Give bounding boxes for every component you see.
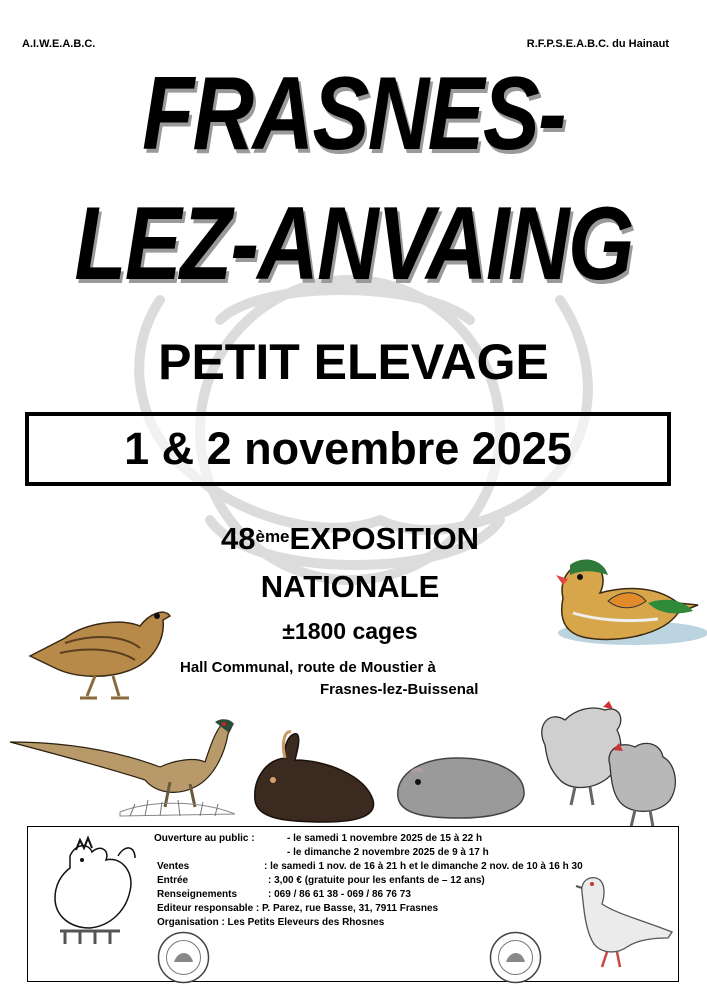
contact-label: Renseignements xyxy=(157,889,238,900)
exposition-nationale: NATIONALE xyxy=(260,569,440,604)
left-organization: A.I.W.E.A.B.C. xyxy=(22,38,96,50)
contact-value: : 069 / 86 61 38 - 069 / 86 76 73 xyxy=(268,889,411,900)
chickens-illustration xyxy=(535,705,685,830)
opening-line-2: - le dimanche 2 novembre 2025 de 9 à 17 h xyxy=(287,847,489,858)
club-seal-right xyxy=(488,930,543,985)
quail-illustration xyxy=(25,588,175,703)
entry-value: : 3,00 € (gratuite pour les enfants de – 12 ans) xyxy=(268,875,485,886)
venue-line-2: Frasnes-lez-Buissenal xyxy=(320,681,479,698)
opening-line-1: - le samedi 1 novembre 2025 de 15 à 22 h xyxy=(287,833,483,844)
right-organization: R.F.P.S.E.A.B.C. du Hainaut xyxy=(526,38,669,50)
pheasant-illustration xyxy=(10,712,245,830)
exposition-heading xyxy=(120,520,580,558)
event-date: 1 & 2 novembre 2025 xyxy=(25,412,671,486)
sales-label: Ventes xyxy=(157,861,190,872)
venue-line-1: Hall Communal, route de Moustier à xyxy=(180,659,436,676)
opening-label: Ouverture au public : xyxy=(154,833,255,844)
rabbit-illustration xyxy=(245,730,380,825)
organisation-line: Organisation : Les Petits Eleveurs des Rhosnes xyxy=(157,917,385,928)
title-line-1: FRASNES- xyxy=(142,56,565,172)
rooster-illustration xyxy=(40,836,140,946)
guinea-pig-illustration xyxy=(390,752,530,822)
editor-line: Editeur responsable : P. Parez, rue Basse, 31, 7911 Frasnes xyxy=(157,903,439,914)
entry-label: Entrée xyxy=(157,875,189,886)
pigeon-illustration xyxy=(572,872,677,972)
exposition-word: EXPOSITION xyxy=(289,521,479,556)
exposition-suffix: ème xyxy=(255,527,290,546)
title-line-2: LEZ-ANVAING xyxy=(74,186,633,302)
mandarin-duck-illustration xyxy=(548,553,703,663)
club-seal-left xyxy=(156,930,211,985)
exposition-number: 48 xyxy=(221,521,256,556)
cage-count: ±1800 cages xyxy=(282,618,418,644)
sales-value: : le samedi 1 nov. de 16 à 21 h et le dimanche 2 nov. de 10 à 16 h 30 xyxy=(264,861,583,872)
subtitle: PETIT ELEVAGE xyxy=(158,334,549,390)
